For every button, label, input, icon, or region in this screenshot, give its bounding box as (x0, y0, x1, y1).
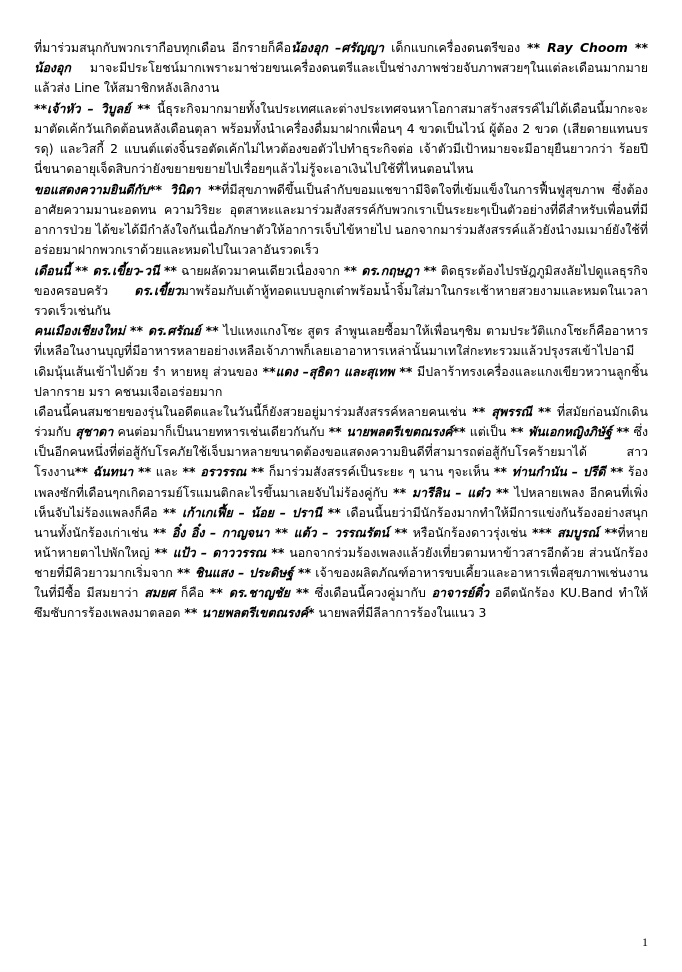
text-run: ซึ่งเป็นอีกคนหนึ่งที่ต่อสู้กับโรคภัยใช้เจ็บมาหลายขนาดต้องขอแสดงความยินดีที่สามารถต่อสู้กับโรคร้ายมาได้ สาวโรงงาน (34, 424, 649, 480)
text-run: ** มารีลิน – แต๋ว ** (393, 484, 509, 500)
text-run: ที่สมัยก่อนมักเดินร่วมกับ (34, 404, 648, 440)
text-run: เดือนนี้คนสมชายของรุ่นในอดีตและในวันนี้ก็ยังสวยอยู่มาร่วมสังสรรค์หลายคนเช่น (34, 404, 473, 420)
text-run: ที่มีสุขภาพดีขึ้นเป็นลำกับขอมแชขาามีจิตใจที่เข้มแข็งในการฟื้นฟูสุขภาพ ซึ่งต้องอาศัยความมานะอดทน ความวิริยะ อุตสาหะและมาร่วมสังสรรค์กับพวกเราเป็นระยะๆเป็นตัวอย่างที่ดีสำหรับเพื่อนที่มีอาการป่วย ได้ขะได้มีกำลังใจกันเนื่อภักษาตัวให้อาการเจ็บไข้หายไป นอกจากมาร่วมสังสรรค์แล้วยังนำงมเมาย์ยังใช้ที่อร่อยมาฝากพวกเราด้วยและหมดไปในเวลาอันรวดเร็ว (34, 181, 648, 257)
text-run: คนต่อมาก็เป็นนายทหารเช่นเดียวกันกับ (113, 424, 329, 440)
paragraph (34, 321, 648, 401)
text-run: แต่เป็น (465, 424, 511, 440)
text-run: เดือนนี้ ** ดร.เขี้ยว-วนี ** (34, 262, 177, 278)
paragraph (34, 99, 648, 179)
text-run: ก็คือ (175, 585, 210, 601)
document-body (34, 38, 648, 623)
text-run: นอกจากร่วมร้องเพลงแล้วยังเที่ยวตามหาข้าวสารอีกด้วย ส่วนนักร้องชายที่มีคิวยาวมากเริ่มจาก (34, 544, 648, 580)
text-run: มาจะมีประโยชน์มากเพราะมาช่วยขนเครื่องดนตรีและเป็นช่างภาพช่วยจับภาพสวยๆในแต่ละเดือนมากมายแล้วส่ง Line ให้สมาชิกหลังเลิกงาน (34, 60, 648, 96)
text-run: **แดง –สุธิดา และสุเทพ ** (262, 363, 413, 379)
text-run: ** ดร.ชาญชัย ** (209, 585, 309, 601)
text-run: ที่มาร่วมสนุกกับพวกเรากือบทุกเดือน อีกรายก็คือ (34, 40, 292, 55)
page-number: 1 (642, 935, 648, 949)
text-run: ** นายพลตรีเขตณรงค์** (328, 424, 466, 440)
text-run: ** แป้ว – ดาววรรณ ** (154, 544, 285, 560)
paragraph (34, 402, 648, 623)
text-run: ** อรวรรณ ** (182, 464, 265, 480)
text-run: น้องอุก –ศรัญญา (291, 40, 392, 55)
text-run: ร้องเพลงซักที่เดือนๆกเกิดอารมย์โรแมนติกละไรขึ้นมาเลยจับไม่ร้องคู่กับ (34, 464, 648, 500)
text-run: ที่หายหน้าหายตาไปพักใหญ่ (34, 524, 649, 560)
text-run: ** พันเอกหญิงภิษัฐ์ ** (510, 424, 630, 440)
text-run: นี้ธุระกิจมากมายทั้งในประเทศและต่างประเทศจนหาโอกาสมาสร้างสรรค์ไม่ได้เดือนนี้มากะจะมาตัดเค้กวันเกิดต้อนหลังเดือนตุลา พร้อมทั้งนำเครื่องดื่มมาฝากเพื่อนๆ 4 ขวดเป็นไวน์ ผู้ต้อง 2 ขวด (เสียดายแทนบรรดุ) และวิสกี้ 2 แบนต์แต่งจิ้นรอตัดเค้กไม่ไหวต้องขอตัวไปทำธุระกิจต่อ เจ้าตัวมีเป้าหมายจะมีอายุยืนยาวกว่า ร้อยปี นี่ขนาดอายุเจ็ดสิบกว่ายังขยายขยายไปเรื่อยๆแล้วไม่รู้จะเอาเงินไปใช้ที่ไหนตอนไหน (34, 100, 648, 177)
text-run: คนเมืองเชียงใหม่ ** ดร.ศรัณย์ ** (34, 323, 219, 339)
text-run: ** Ray Choom ** (526, 40, 648, 55)
text-run: ** นายพลตรีเขตณรงค์* (184, 605, 315, 621)
text-run: ** สุพรรณี ** (472, 404, 552, 420)
text-run: มาพร้อมกับเต้าหู้ทอดแบบลูกเต๋าพร้อมน้ำจิ้มใส่มาในกระเช้าหายสวยงามและหมดในเวลารวดเร็วเช่นกัน (34, 282, 648, 318)
text-run: เดือนนี้นยว่ามีนักร้องมากทำให้มีการแข่งกันร้องอย่างสนุกนานทั้งนักร้องเก่าเช่น (34, 504, 648, 540)
text-run: **เจ้าหัว – วิบูลย์ ** (34, 100, 151, 116)
text-run: หรือนักร้องดาวรุ่งเช่น (407, 524, 533, 540)
text-run: มีปลาร้าทรงเครื่องและแกงเขียวหวานลูกชิ้นปลากราย มรา คชนมเจือเอร่อยมาก (34, 363, 648, 399)
paragraph (34, 38, 648, 98)
text-run: น้องอุก (34, 60, 71, 76)
text-run: เด็กแบกเครื่องดนตรีของ (391, 40, 527, 55)
text-run: ** ดร.กฤษฎา ** (343, 262, 437, 278)
text-run: และ (151, 464, 183, 480)
text-run: แต้ว – วรรณรัตน์ ** (288, 524, 408, 540)
text-run: อาจารย์ติ๋ว (431, 585, 490, 601)
text-run: ซึ่งเดือนนี้ควงคู่มากับ (308, 585, 432, 601)
text-run: *** สมบูรณ์ ** (532, 524, 618, 540)
text-run: ** ชินแสง – ประดิษฐ์ ** (177, 564, 311, 580)
paragraph (34, 180, 648, 260)
text-run: อดีตนักร้อง KU.Band ทำให้ซึมซับการร้องเพลงมาตลอด (34, 585, 648, 621)
text-run: ฉายผลัดวมาคนเดียวเนื่องจาก (176, 262, 344, 278)
text-run: ขอแสดงความยินดีกับ** วินิดา ** (34, 181, 222, 197)
text-run: ไปหลายเพลง อีกคนที่เพิ่งเห็นจับไม่ร้องแพลงก็คือ (34, 484, 649, 520)
text-run: ** อิ๋ง อิ๋ง – กาญจนา ** (153, 524, 289, 540)
text-run: ดร.เขี้ยว (134, 282, 181, 298)
text-run: ** เก้าเกเฟี้ย – น้อย – ปรานี ** (163, 504, 341, 520)
text-run: ติดธุระต้องไปรษัฎภูมิสงลัยไปดูแลธุรกิจของครอบครัว (34, 262, 648, 298)
text-run: สมยศ (144, 585, 176, 601)
text-run: ก็มาร่วมสังสรรค์เป็นระยะ ๆ นาน ๆจะเห็น (264, 464, 494, 480)
text-run: ** ท่านกำนัน – ปรีดี ** (493, 464, 624, 480)
text-run: เจ้าของผลิตภัณฑ์อาหารขบเคี้ยวและอาหารเพื่อสุขภาพเช่นงานในที่มีซื้อ มีสมยาว่า (34, 564, 648, 601)
text-run: ไปแหงแกงโซะ สูตร ลำพูนเลยซื้อมาให้เพื่อนๆชิม ตามประวัติแกงโซะก็คืออาหารที่เหลือในงานบุญที่มีอาหารหลายอย่างเหลือเจ้าภาพก็เลยเอาอาหารเหล่านั้นมาเทใส่กะทะรวมแล้วปรุงรสเข้าไปอามีเดิมนุ้นเส้นเข้าไปด้วย รำ หายหยุ ส่วนของ (34, 323, 648, 379)
text-run: ** ฉันทนา ** (74, 464, 152, 480)
text-run: นายพลที่มีลีลาการร้องในแนว 3 (314, 605, 487, 621)
paragraph (34, 261, 648, 321)
text-run: สุชาดา (75, 424, 114, 440)
